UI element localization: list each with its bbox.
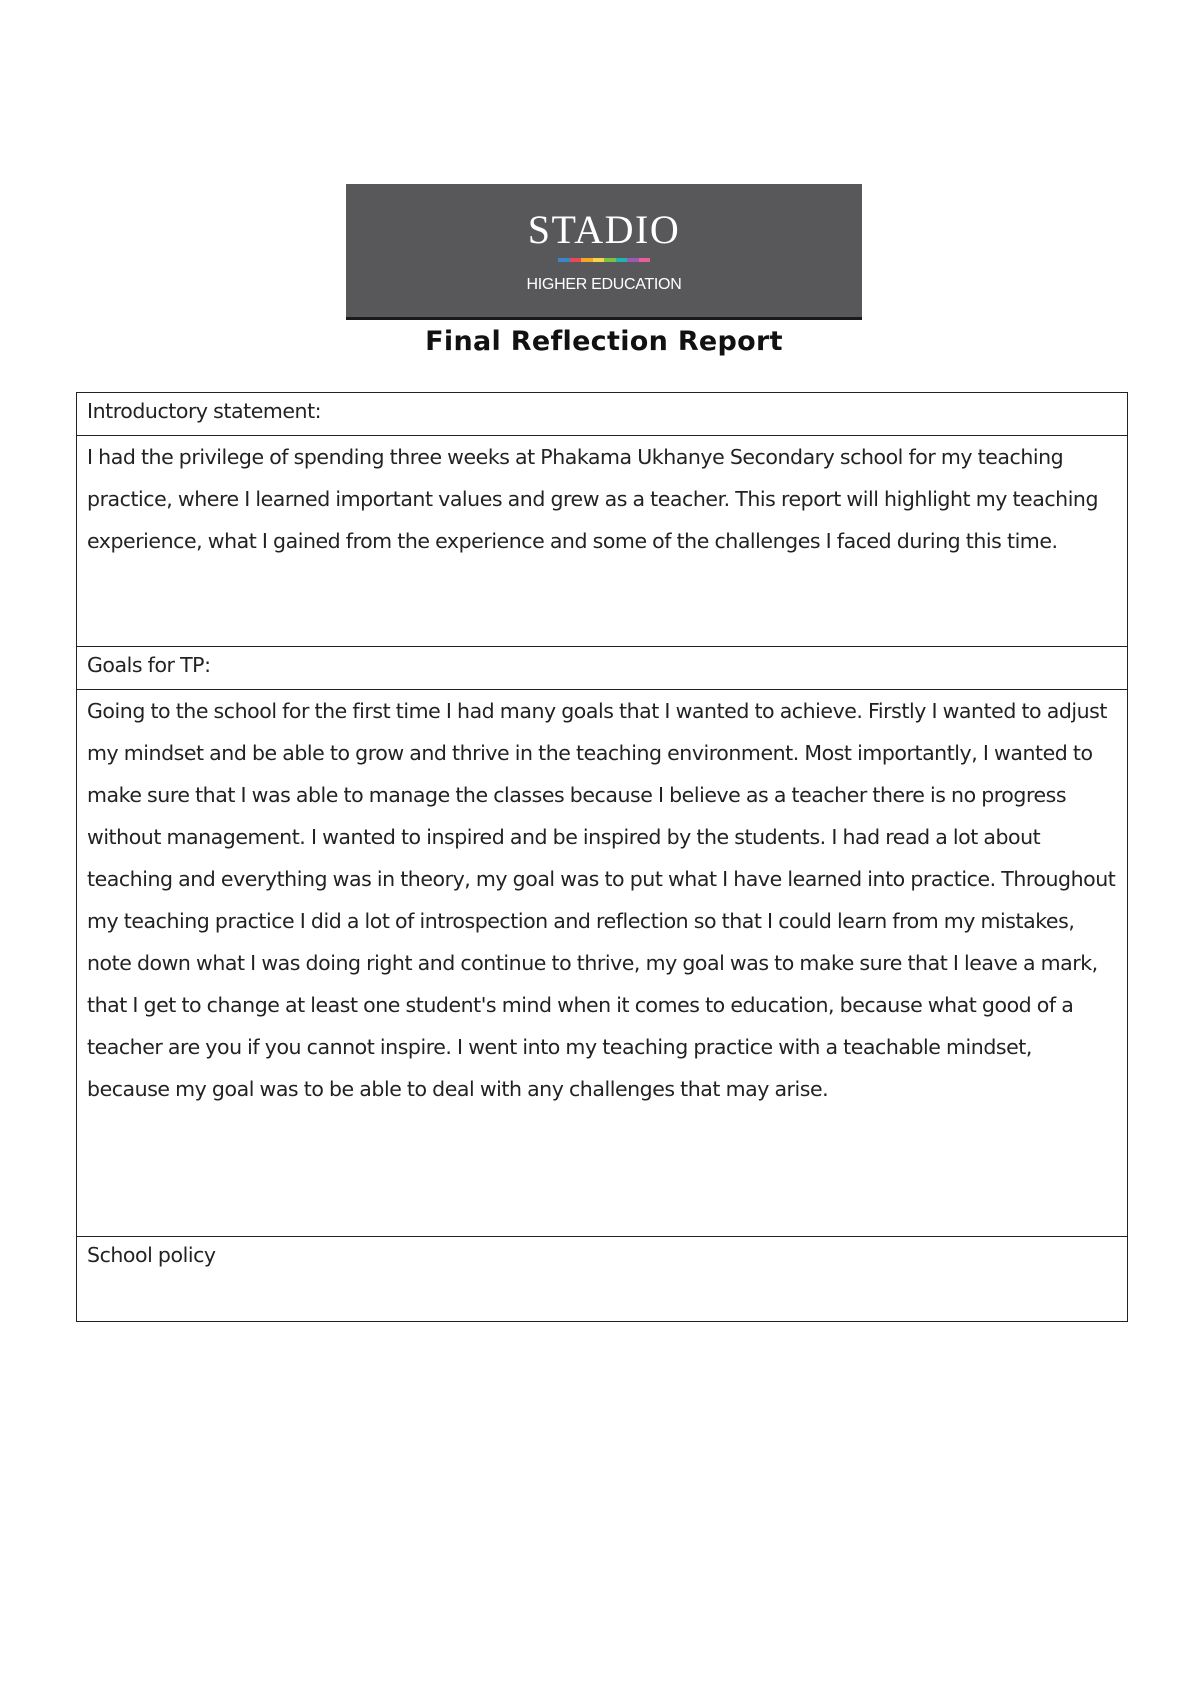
stripe-segment: [639, 258, 651, 262]
stripe-segment: [593, 258, 605, 262]
logo-color-stripe: [558, 258, 650, 262]
logo-subtitle: HIGHER EDUCATION: [526, 276, 682, 293]
goals-text: Going to the school for the first time I had many goals that I wanted to achieve. Firstly I wanted to adjust my mindset and be able to grow and thrive in the teaching environment. Most importantly, I wanted to make sure that I was able to manage the classes because I believe as a teacher there is no progress without management. I wanted to inspired and be inspired by the students. I had read a lot about teaching and everything was in theory, my goal was to put what I have learned into practice. Throughout my teaching practice I did a lot of introspection and reflection so that I could learn from my mistakes, note down what I was doing right and continue to thrive, my goal was to make sure that I leave a mark, that I get to change at least one student's mind when it comes to education, because what good of a teacher are you if you cannot inspire. I went into my teaching practice with a teachable mindset, because my goal was to be able to deal with any challenges that may arise.: [77, 690, 1128, 1237]
table-row: [77, 393, 1128, 436]
table-row: [77, 647, 1128, 690]
introductory-statement-text: I had the privilege of spending three weeks at Phakama Ukhanye Secondary school for my teaching practice, where I learned important values and grew as a teacher. This report will highlight my teaching experience, what I gained from the experience and some of the challenges I faced during this time.: [77, 436, 1128, 647]
stripe-segment: [558, 258, 570, 262]
introductory-statement-label: Introductory statement:: [77, 393, 1128, 436]
table-row: [77, 690, 1128, 1237]
stadio-logo: [346, 184, 862, 320]
logo-wordmark: STADIO: [527, 207, 681, 252]
school-policy-label: School policy: [77, 1237, 1128, 1322]
stripe-segment: [604, 258, 616, 262]
table-row: [77, 436, 1128, 647]
table-row: [77, 1237, 1128, 1322]
stripe-segment: [627, 258, 639, 262]
reflection-table: [76, 392, 1128, 1322]
document-title: Final Reflection Report: [425, 326, 783, 357]
stripe-segment: [616, 258, 628, 262]
goals-label: Goals for TP:: [77, 647, 1128, 690]
stripe-segment: [581, 258, 593, 262]
stripe-segment: [570, 258, 582, 262]
